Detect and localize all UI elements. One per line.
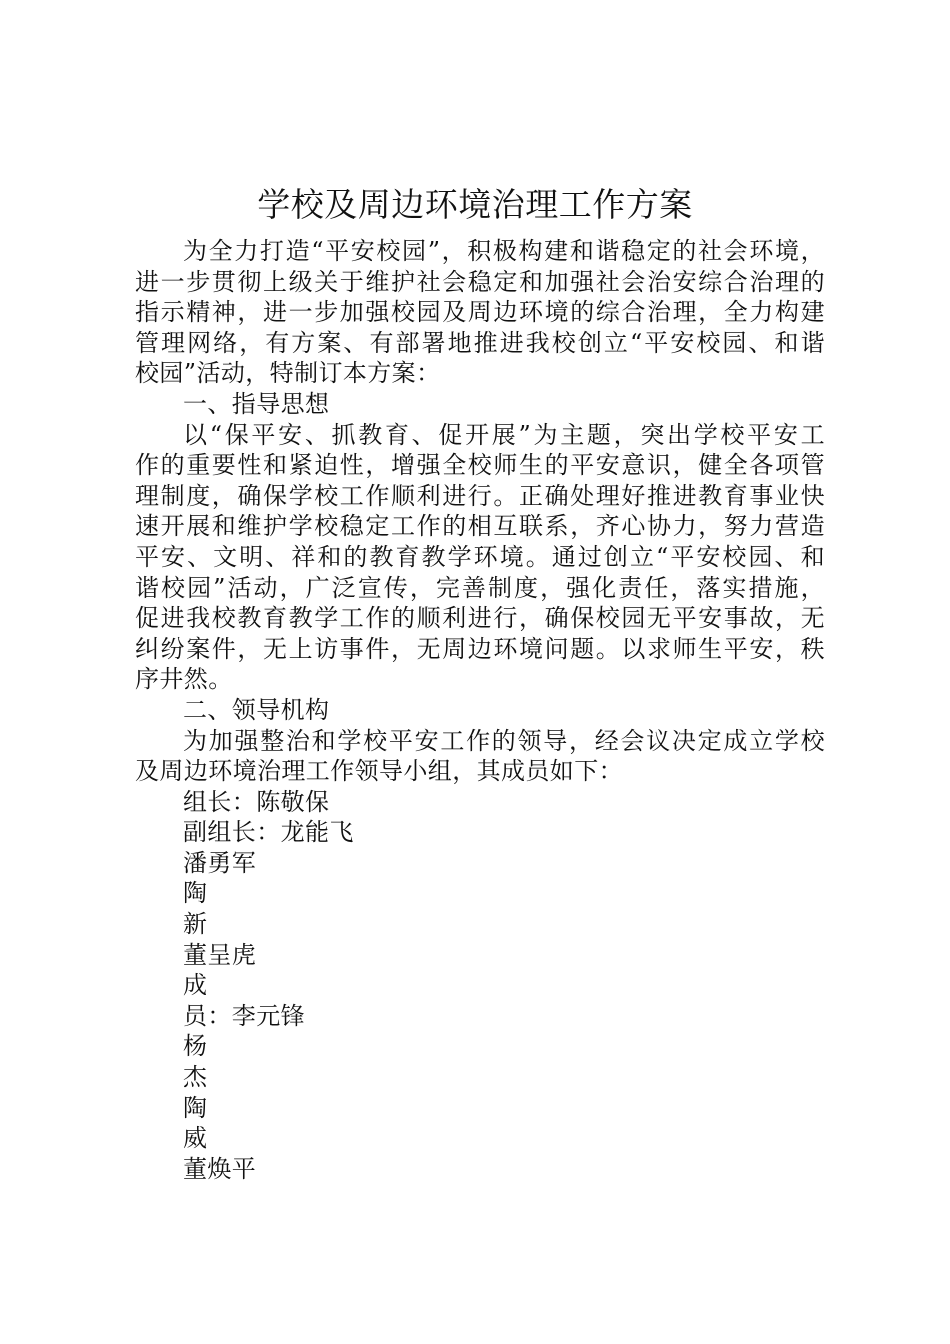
text-line: 一、指导思想 — [183, 389, 330, 418]
text-line: 谐校园”活动，广泛宣传，完善制度，强化责任，落实措施， — [135, 573, 825, 602]
text-line: 新 — [183, 910, 208, 939]
text-line: 杰 — [183, 1063, 208, 1092]
text-line: 杨 — [183, 1032, 208, 1061]
text-line: 速开展和维护学校稳定工作的相互联系，齐心协力，努力营造 — [135, 512, 825, 541]
text-line: 董呈虎 — [183, 940, 257, 969]
document-title: 学校及周边环境治理工作方案 — [257, 185, 693, 224]
text-line: 及周边环境治理工作领导小组，其成员如下： — [135, 757, 623, 786]
text-line: 管理网络，有方案、有部署地推进我校创立“平安校园、和谐 — [135, 328, 825, 357]
text-line: 成 — [183, 971, 208, 1000]
text-line: 平安、文明、祥和的教育教学环境。通过创立“平安校园、和 — [135, 542, 825, 571]
text-line: 理制度，确保学校工作顺利进行。正确处理好推进教育事业快 — [135, 481, 825, 510]
text-line: 陶 — [183, 879, 208, 908]
text-line: 员：李元锋 — [183, 1001, 305, 1030]
text-line: 副组长：龙能飞 — [183, 818, 354, 847]
text-line: 进一步贯彻上级关于维护社会稳定和加强社会治安综合治理的 — [135, 267, 825, 296]
text-line: 序井然。 — [135, 665, 233, 694]
document-body — [135, 236, 825, 1184]
text-line: 组长：陈敬保 — [183, 787, 330, 816]
text-line: 潘勇军 — [183, 848, 257, 877]
text-line: 纠纷案件，无上访事件，无周边环境问题。以求师生平安，秩 — [135, 634, 825, 663]
text-line: 为加强整治和学校平安工作的领导，经会议决定成立学校 — [183, 726, 825, 755]
text-line: 指示精神，进一步加强校园及周边环境的综合治理，全力构建 — [135, 298, 825, 327]
text-line: 董焕平 — [183, 1154, 257, 1183]
text-line: 二、领导机构 — [183, 695, 330, 724]
text-line: 威 — [183, 1124, 208, 1153]
text-line: 校园”活动，特制订本方案： — [135, 359, 441, 388]
text-line: 作的重要性和紧迫性，增强全校师生的平安意识，健全各项管 — [135, 451, 825, 480]
text-line: 为全力打造“平安校园”，积极构建和谐稳定的社会环境， — [183, 237, 825, 265]
text-line: 促进我校教育教学工作的顺利进行，确保校园无平安事故，无 — [135, 604, 825, 633]
text-line: 陶 — [183, 1093, 208, 1122]
text-line: 以“保平安、抓教育、促开展”为主题，突出学校平安工 — [183, 420, 825, 449]
